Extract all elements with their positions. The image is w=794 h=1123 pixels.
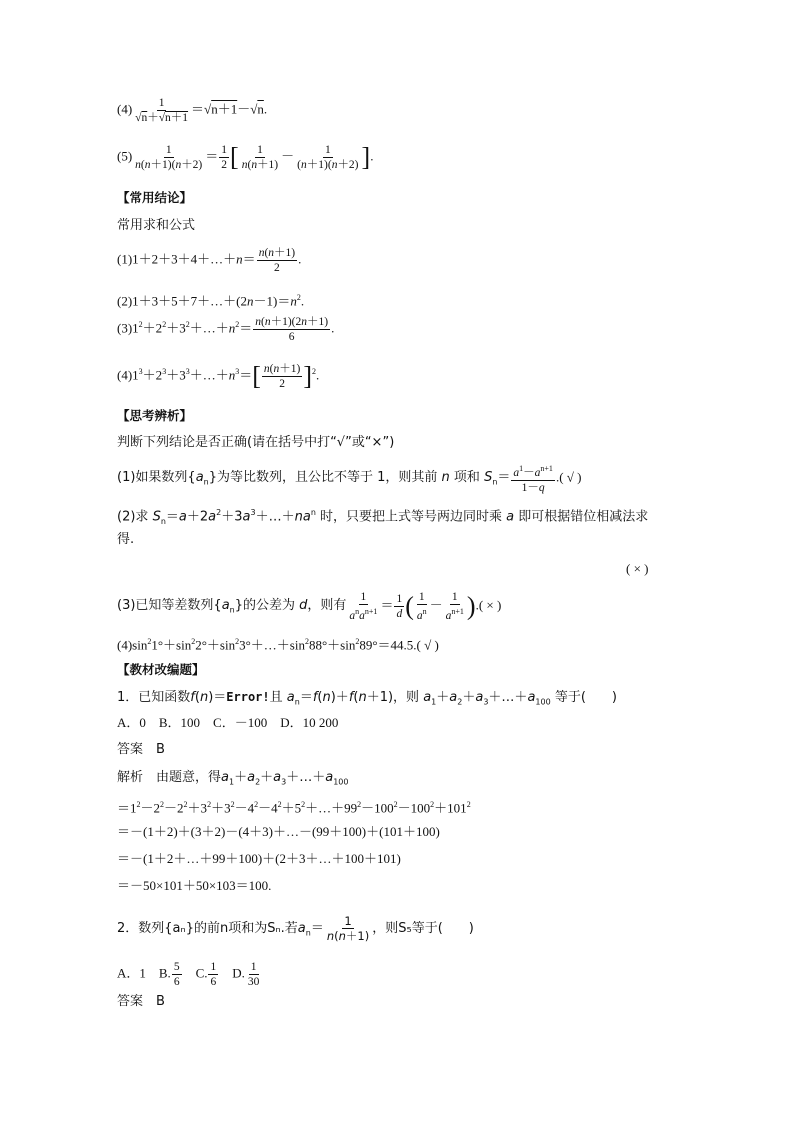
question-2-answer: 答案 B (117, 994, 165, 1009)
question-1-answer: 答案 B (117, 742, 165, 757)
judge-item-2-line1: (2)求 $S_n=a+2a^2+3a^3+\dots+na^n$ 时，只要把上式等号两边同时乘 a 即可根据错位相减法求 (117, 508, 649, 526)
solution-step-1: $=1^2-2^2-2^2+3^2+3^2-4^2-4^2+5^2+\dots+99^2-100^2-100^2+101^2$ (117, 800, 471, 816)
sum-formula-1: (1)1＋2＋3＋4＋…＋n＝ $\frac{n(n+1)}{2}$ . (117, 247, 302, 274)
formula-4: (4) $\frac{1}{√n+√n+1}$ ＝√n＋1－√n. (117, 97, 268, 124)
sum-formula-3: $(3)1^2+2^2+3^2+\dots+n^2=$ $\frac{n(n+1)(2n+1)}{6}$ . (117, 316, 335, 343)
judgement-1: ( √ ) (559, 469, 582, 485)
sum-formula-2: $(2)1+3+5+7+\dots+(2n-1)=n^2$. (117, 293, 305, 309)
question-2-options: A．1 B. $\frac{5}{6}$ C. $\frac{1}{6}$ D. $\frac{1}{30}$ (117, 961, 260, 988)
question-2: 2．数列{aₙ}的前n项和为Sₙ.若$a_n=$ $\frac{1}{n(n+1)}$ ，则S₅等于( ) (117, 914, 474, 943)
question-1-solution-title: 解析 由题意，得$a_1+a_2+a_3+\dots+a_{100}$ (117, 770, 349, 787)
judge-instruction: 判断下列结论是否正确(请在括号中打“√”或“×”) (117, 435, 395, 450)
judge-item-3: (3)已知等差数列$\{a_n\}$的公差为 d，则有 $\frac{1}{a^na^{n+1}}$ ＝ $\frac{1}{d}$ ( $\frac{1}{a^n}$ － $\frac{1}{a^{n+1}}$ ).( × ) (117, 591, 502, 622)
judge-item-1: (1)如果数列$\{a_n\}$为等比数列，且公比不等于 1，则其前 n 项和 $S_n=$ $\frac{a^1-a^{n+1}}{1-q}$ .( √ ) (117, 464, 582, 494)
solution-step-3: ＝－(1＋2＋…＋99＋100)＋(2＋3＋…＋100＋101) (117, 851, 401, 866)
question-1-options: A．0 B．100 C．－100 D．10 200 (117, 715, 339, 730)
judgement-3: ( × ) (478, 597, 502, 613)
judge-item-2-line2: 得. (117, 532, 135, 547)
solution-step-2: ＝－(1＋2)＋(3＋2)－(4＋3)＋…－(99＋100)＋(101＋100) (117, 824, 440, 839)
sum-formulas-title: 常用求和公式 (117, 218, 196, 233)
heading-common-conclusions: 【常用结论】 (117, 190, 193, 205)
judge-item-4: $(4)\sin^21^\circ+\sin^22^\circ+\sin^23^\circ+\dots+\sin^288^\circ+\sin^289^\circ=44.5$.( √ ) (117, 637, 439, 653)
heading-thinking: 【思考辨析】 (117, 408, 193, 423)
sum-formula-4: $(4)1^3+2^3+3^3+\dots+n^3=$[ $\frac{n(n+1)}{2}$ ]$^2$. (117, 361, 320, 391)
judgement-2: ( × ) (626, 561, 649, 576)
judgement-4: ( √ ) (416, 637, 439, 653)
solution-step-4: ＝－50×101＋50×103＝100. (117, 878, 272, 893)
heading-textbook: 【教材改编题】 (117, 662, 205, 677)
error-text: Error! (226, 690, 270, 704)
question-1: 1．已知函数f(n)＝Error!且 $a_n=f(n)+f(n+1)$，则 $a_1+a_2+a_3+\dots+a_{100}$ 等于( ) (117, 690, 617, 707)
formula-5: (5) $\frac{1}{n(n+1)(n+2)}$ ＝ $\frac{1}{2}$ [ $\frac{1}{n(n+1)}$ － $\frac{1}{(n+1)(n+2)}$ ]. (117, 142, 374, 172)
